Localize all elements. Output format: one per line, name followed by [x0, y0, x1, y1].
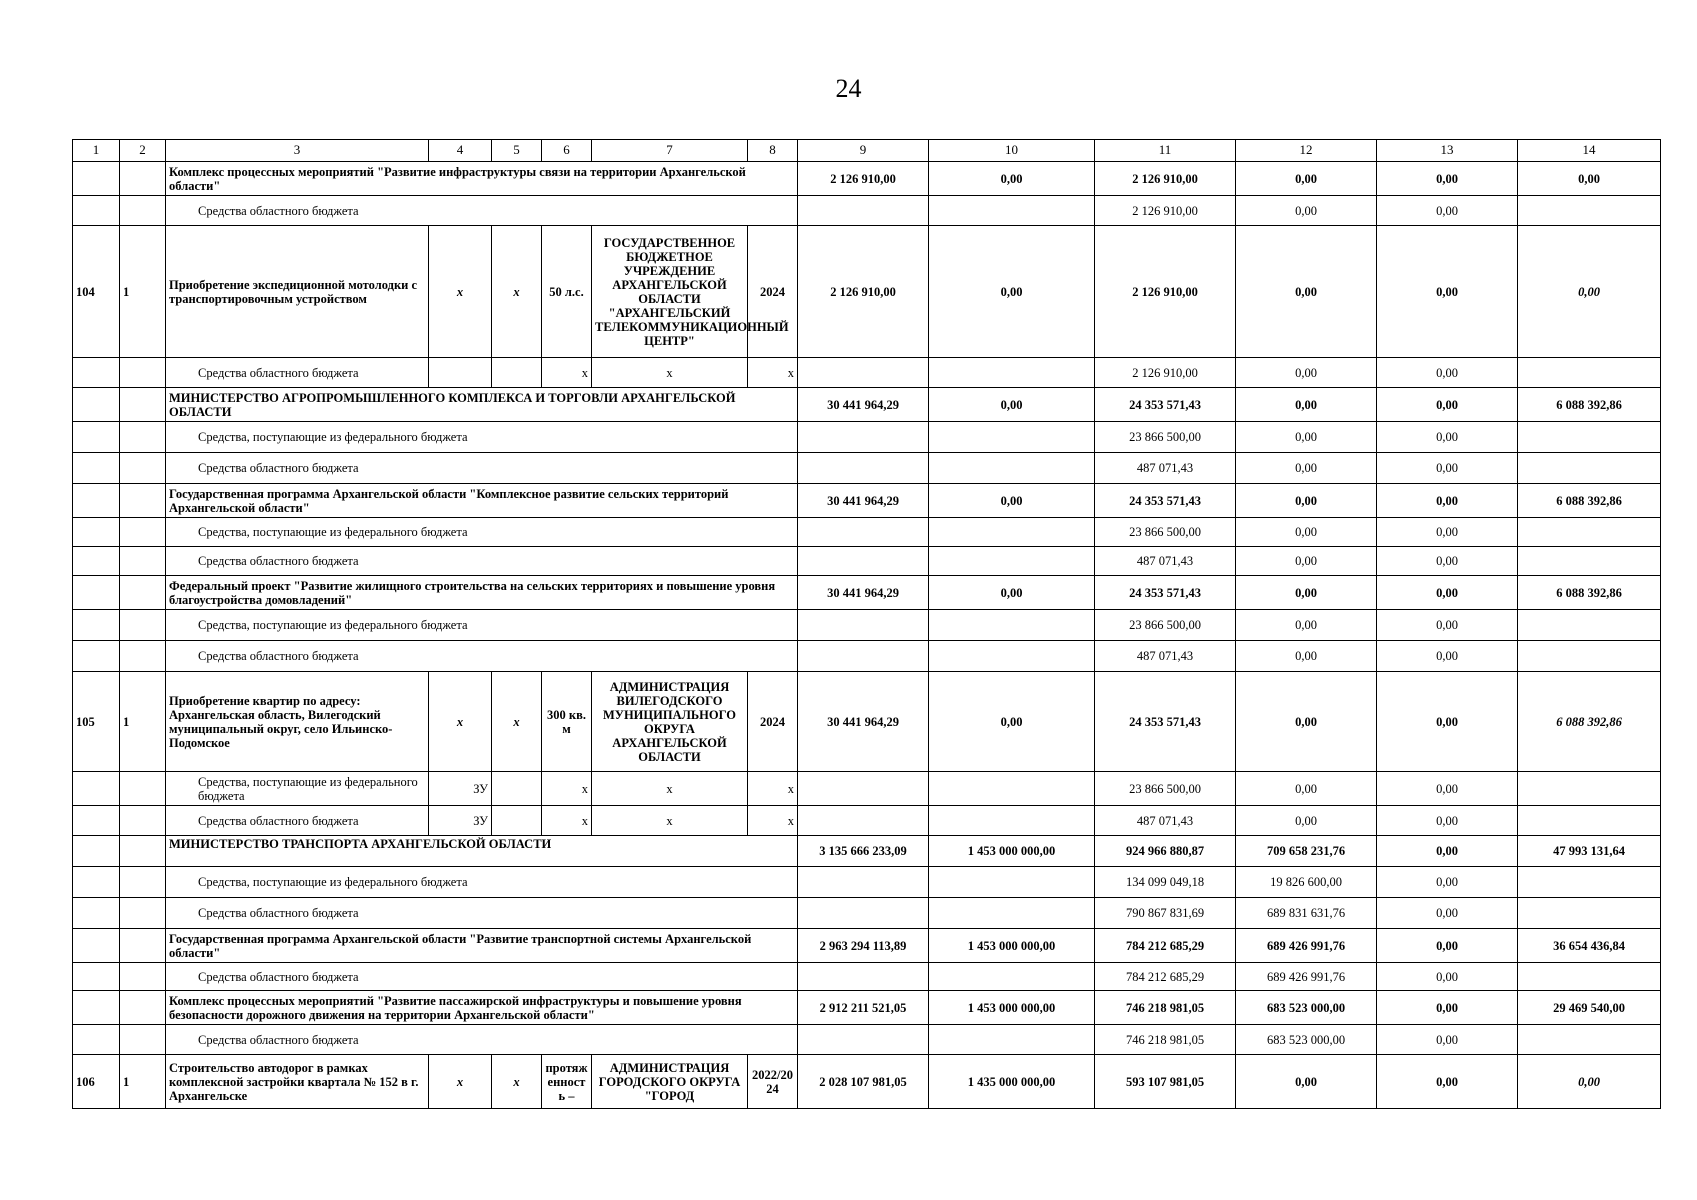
cell: х [492, 672, 542, 772]
funding-source: Средства областного бюджета [166, 358, 429, 388]
section-row [73, 484, 1661, 518]
funding-source: Средства областного бюджета [166, 806, 429, 836]
header-cell: 3 [166, 140, 429, 162]
amount-cell: 0,00 [1377, 963, 1518, 991]
header-cell: 7 [592, 140, 748, 162]
amount-cell: 784 212 685,29 [1095, 963, 1236, 991]
amount-cell: 0,00 [1236, 610, 1377, 641]
amount-cell: 709 658 231,76 [1236, 836, 1377, 867]
amount-cell: 0,00 [1236, 453, 1377, 484]
amount-cell: 0,00 [1377, 867, 1518, 898]
amount-cell: 6 088 392,86 [1518, 388, 1661, 422]
amount-cell: 487 071,43 [1095, 547, 1236, 576]
funding-source: Средства областного бюджета [166, 1025, 798, 1055]
budget-table [72, 139, 1661, 1109]
section-title: МИНИСТЕРСТВО ТРАНСПОРТА АРХАНГЕЛЬСКОЙ ОБЛАСТИ [166, 836, 798, 867]
amount-cell: 2 126 910,00 [1095, 196, 1236, 226]
amount-cell: 36 654 436,84 [1518, 929, 1661, 963]
amount-cell: 0,00 [929, 576, 1095, 610]
funding-source: Средства, поступающие из федерального бюджета [166, 518, 798, 547]
cell: х [429, 1055, 492, 1109]
funding-row [73, 358, 1661, 388]
funding-row [73, 772, 1661, 806]
amount-cell: 0,00 [1377, 388, 1518, 422]
amount-cell: 0,00 [1236, 388, 1377, 422]
funding-row [73, 610, 1661, 641]
amount-cell: 23 866 500,00 [1095, 422, 1236, 453]
amount-cell: 0,00 [1236, 484, 1377, 518]
cell: х [542, 358, 592, 388]
cell: х [429, 672, 492, 772]
item-sub: 1 [120, 672, 166, 772]
header-cell: 6 [542, 140, 592, 162]
amount-cell: 2 028 107 981,05 [798, 1055, 929, 1109]
cell: х [542, 806, 592, 836]
amount-cell: 0,00 [1236, 576, 1377, 610]
capacity-cell: 300 кв. м [542, 672, 592, 772]
funding-row [73, 422, 1661, 453]
funding-row [73, 453, 1661, 484]
amount-cell: 924 966 880,87 [1095, 836, 1236, 867]
amount-cell: 0,00 [929, 162, 1095, 196]
amount-cell: 0,00 [1236, 226, 1377, 358]
amount-cell: 30 441 964,29 [798, 672, 929, 772]
amount-cell: 0,00 [1236, 196, 1377, 226]
section-row [73, 576, 1661, 610]
item-sub: 1 [120, 226, 166, 358]
amount-cell: 746 218 981,05 [1095, 1025, 1236, 1055]
section-row [73, 836, 1661, 867]
amount-cell: 29 469 540,00 [1518, 991, 1661, 1025]
amount-cell: 24 353 571,43 [1095, 672, 1236, 772]
amount-cell: 24 353 571,43 [1095, 576, 1236, 610]
amount-cell: 0,00 [1377, 422, 1518, 453]
amount-cell: 0,00 [1236, 358, 1377, 388]
section-row [73, 388, 1661, 422]
amount-cell: 0,00 [1518, 1055, 1661, 1109]
amount-cell: 784 212 685,29 [1095, 929, 1236, 963]
amount-cell: 0,00 [1377, 929, 1518, 963]
item-number: 106 [73, 1055, 120, 1109]
section-row [73, 991, 1661, 1025]
amount-cell: 0,00 [1377, 772, 1518, 806]
organization-cell: ГОСУДАРСТВЕННОЕ БЮДЖЕТНОЕ УЧРЕЖДЕНИЕ АРХАНГЕЛЬСКОЙ ОБЛАСТИ "АРХАНГЕЛЬСКИЙ ТЕЛЕКОММУНИКАЦИОННЫЙ ЦЕНТР" [592, 226, 748, 358]
header-cell: 5 [492, 140, 542, 162]
amount-cell: 6 088 392,86 [1518, 484, 1661, 518]
amount-cell: 2 126 910,00 [798, 226, 929, 358]
header-cell: 12 [1236, 140, 1377, 162]
header-cell: 8 [748, 140, 798, 162]
amount-cell: 30 441 964,29 [798, 576, 929, 610]
cell: х [492, 226, 542, 358]
amount-cell: 746 218 981,05 [1095, 991, 1236, 1025]
funding-source: Средства, поступающие из федерального бюджета [166, 422, 798, 453]
funding-source: Средства областного бюджета [166, 898, 798, 929]
amount-cell: 0,00 [1377, 576, 1518, 610]
funding-row [73, 641, 1661, 672]
amount-cell: 23 866 500,00 [1095, 518, 1236, 547]
amount-cell: 0,00 [1236, 1055, 1377, 1109]
amount-cell: 0,00 [929, 672, 1095, 772]
organization-cell: АДМИНИСТРАЦИЯ ВИЛЕГОДСКОГО МУНИЦИПАЛЬНОГО ОКРУГА АРХАНГЕЛЬСКОЙ ОБЛАСТИ [592, 672, 748, 772]
funding-row [73, 867, 1661, 898]
cell: ЗУ [429, 772, 492, 806]
amount-cell: 0,00 [1236, 806, 1377, 836]
funding-row [73, 963, 1661, 991]
section-title: Комплекс процессных мероприятий "Развитие пассажирской инфраструктуры и повышение уровня безопасности дорожного движения на территории Архангельской области" [166, 991, 798, 1025]
amount-cell: 30 441 964,29 [798, 388, 929, 422]
section-title: МИНИСТЕРСТВО АГРОПРОМЫШЛЕННОГО КОМПЛЕКСА И ТОРГОВЛИ АРХАНГЕЛЬСКОЙ ОБЛАСТИ [166, 388, 798, 422]
section-title: Государственная программа Архангельской области "Комплексное развитие сельских территорий Архангельской области" [166, 484, 798, 518]
funding-source: Средства областного бюджета [166, 641, 798, 672]
amount-cell: 0,00 [1377, 518, 1518, 547]
amount-cell: 683 523 000,00 [1236, 991, 1377, 1025]
amount-cell: 6 088 392,86 [1518, 576, 1661, 610]
funding-source: Средства, поступающие из федерального бюджета [166, 610, 798, 641]
amount-cell: 689 831 631,76 [1236, 898, 1377, 929]
section-title: Федеральный проект "Развитие жилищного строительства на сельских территориях и повышение уровня благоустройства домовладений" [166, 576, 798, 610]
header-cell: 1 [73, 140, 120, 162]
section-row [73, 929, 1661, 963]
cell: х [542, 772, 592, 806]
funding-row [73, 547, 1661, 576]
amount-cell: 6 088 392,86 [1518, 672, 1661, 772]
amount-cell: 0,00 [1377, 226, 1518, 358]
amount-cell: 0,00 [1377, 898, 1518, 929]
amount-cell: 3 135 666 233,09 [798, 836, 929, 867]
amount-cell: 2 963 294 113,89 [798, 929, 929, 963]
amount-cell: 0,00 [1377, 991, 1518, 1025]
amount-cell: 24 353 571,43 [1095, 388, 1236, 422]
funding-row [73, 806, 1661, 836]
header-cell: 2 [120, 140, 166, 162]
funding-source: Средства областного бюджета [166, 196, 798, 226]
amount-cell: 0,00 [1236, 162, 1377, 196]
amount-cell: 0,00 [929, 388, 1095, 422]
item-row [73, 226, 1661, 358]
amount-cell: 0,00 [1236, 641, 1377, 672]
cell: х [592, 772, 748, 806]
header-cell: 13 [1377, 140, 1518, 162]
amount-cell: 2 912 211 521,05 [798, 991, 929, 1025]
organization-cell: АДМИНИСТРАЦИЯ ГОРОДСКОГО ОКРУГА "ГОРОД [592, 1055, 748, 1109]
amount-cell: 0,00 [1377, 1055, 1518, 1109]
amount-cell: 0,00 [1236, 772, 1377, 806]
item-sub: 1 [120, 1055, 166, 1109]
amount-cell: 0,00 [1236, 422, 1377, 453]
funding-row [73, 898, 1661, 929]
header-cell: 9 [798, 140, 929, 162]
amount-cell: 0,00 [1377, 453, 1518, 484]
cell: х [748, 772, 798, 806]
header-cell: 4 [429, 140, 492, 162]
amount-cell: 0,00 [1518, 226, 1661, 358]
header-cell: 14 [1518, 140, 1661, 162]
amount-cell: 689 426 991,76 [1236, 929, 1377, 963]
item-title: Приобретение квартир по адресу: Архангельская область, Вилегодский муниципальный округ, село Ильинско-Подомское [166, 672, 429, 772]
amount-cell: 0,00 [1377, 641, 1518, 672]
amount-cell: 0,00 [1236, 518, 1377, 547]
amount-cell: 0,00 [1377, 806, 1518, 836]
amount-cell: 1 453 000 000,00 [929, 836, 1095, 867]
amount-cell: 2 126 910,00 [798, 162, 929, 196]
item-row [73, 1055, 1661, 1109]
amount-cell: 0,00 [1377, 836, 1518, 867]
amount-cell: 487 071,43 [1095, 806, 1236, 836]
page-number: 24 [835, 74, 862, 103]
amount-cell: 487 071,43 [1095, 453, 1236, 484]
year-cell: 2024 [748, 226, 798, 358]
amount-cell: 0,00 [1377, 358, 1518, 388]
section-row [73, 162, 1661, 196]
cell: х [492, 1055, 542, 1109]
amount-cell: 0,00 [1377, 672, 1518, 772]
amount-cell: 2 126 910,00 [1095, 162, 1236, 196]
header-row [73, 140, 1661, 162]
year-cell: 2024 [748, 672, 798, 772]
amount-cell: 2 126 910,00 [1095, 226, 1236, 358]
header-cell: 10 [929, 140, 1095, 162]
funding-row [73, 518, 1661, 547]
amount-cell: 683 523 000,00 [1236, 1025, 1377, 1055]
amount-cell: 1 453 000 000,00 [929, 929, 1095, 963]
amount-cell: 0,00 [1518, 162, 1661, 196]
funding-source: Средства областного бюджета [166, 963, 798, 991]
amount-cell: 47 993 131,64 [1518, 836, 1661, 867]
amount-cell: 0,00 [1236, 547, 1377, 576]
cell: х [592, 358, 748, 388]
funding-source: Средства, поступающие из федерального бюджета [166, 772, 429, 806]
amount-cell: 1 435 000 000,00 [929, 1055, 1095, 1109]
funding-source: Средства, поступающие из федерального бюджета [166, 867, 798, 898]
capacity-cell: протяженность – [542, 1055, 592, 1109]
cell: ЗУ [429, 806, 492, 836]
item-title: Приобретение экспедиционной мотолодки с транспортировочным устройством [166, 226, 429, 358]
capacity-cell: 50 л.с. [542, 226, 592, 358]
cell: х [748, 806, 798, 836]
amount-cell: 19 826 600,00 [1236, 867, 1377, 898]
amount-cell: 134 099 049,18 [1095, 867, 1236, 898]
amount-cell: 0,00 [929, 226, 1095, 358]
amount-cell: 0,00 [1236, 672, 1377, 772]
year-cell: 2022/2024 [748, 1055, 798, 1109]
amount-cell: 0,00 [1377, 196, 1518, 226]
amount-cell: 30 441 964,29 [798, 484, 929, 518]
amount-cell: 593 107 981,05 [1095, 1055, 1236, 1109]
amount-cell: 689 426 991,76 [1236, 963, 1377, 991]
section-title: Государственная программа Архангельской области "Развитие транспортной системы Архангельской области" [166, 929, 798, 963]
item-number: 104 [73, 226, 120, 358]
amount-cell: 2 126 910,00 [1095, 358, 1236, 388]
amount-cell: 1 453 000 000,00 [929, 991, 1095, 1025]
amount-cell: 0,00 [1377, 1025, 1518, 1055]
funding-source: Средства областного бюджета [166, 547, 798, 576]
amount-cell: 23 866 500,00 [1095, 610, 1236, 641]
amount-cell: 487 071,43 [1095, 641, 1236, 672]
amount-cell: 0,00 [1377, 484, 1518, 518]
amount-cell: 0,00 [1377, 547, 1518, 576]
funding-row [73, 1025, 1661, 1055]
amount-cell: 24 353 571,43 [1095, 484, 1236, 518]
cell: х [748, 358, 798, 388]
funding-source: Средства областного бюджета [166, 453, 798, 484]
amount-cell: 0,00 [1377, 162, 1518, 196]
amount-cell: 23 866 500,00 [1095, 772, 1236, 806]
amount-cell: 0,00 [929, 484, 1095, 518]
item-number: 105 [73, 672, 120, 772]
funding-row [73, 196, 1661, 226]
item-title: Строительство автодорог в рамках комплексной застройки квартала № 152 в г. Архангельске [166, 1055, 429, 1109]
cell: х [592, 806, 748, 836]
item-row [73, 672, 1661, 772]
amount-cell: 0,00 [1377, 610, 1518, 641]
cell: х [429, 226, 492, 358]
section-title: Комплекс процессных мероприятий "Развитие инфраструктуры связи на территории Архангельской области" [166, 162, 798, 196]
header-cell: 11 [1095, 140, 1236, 162]
amount-cell: 790 867 831,69 [1095, 898, 1236, 929]
